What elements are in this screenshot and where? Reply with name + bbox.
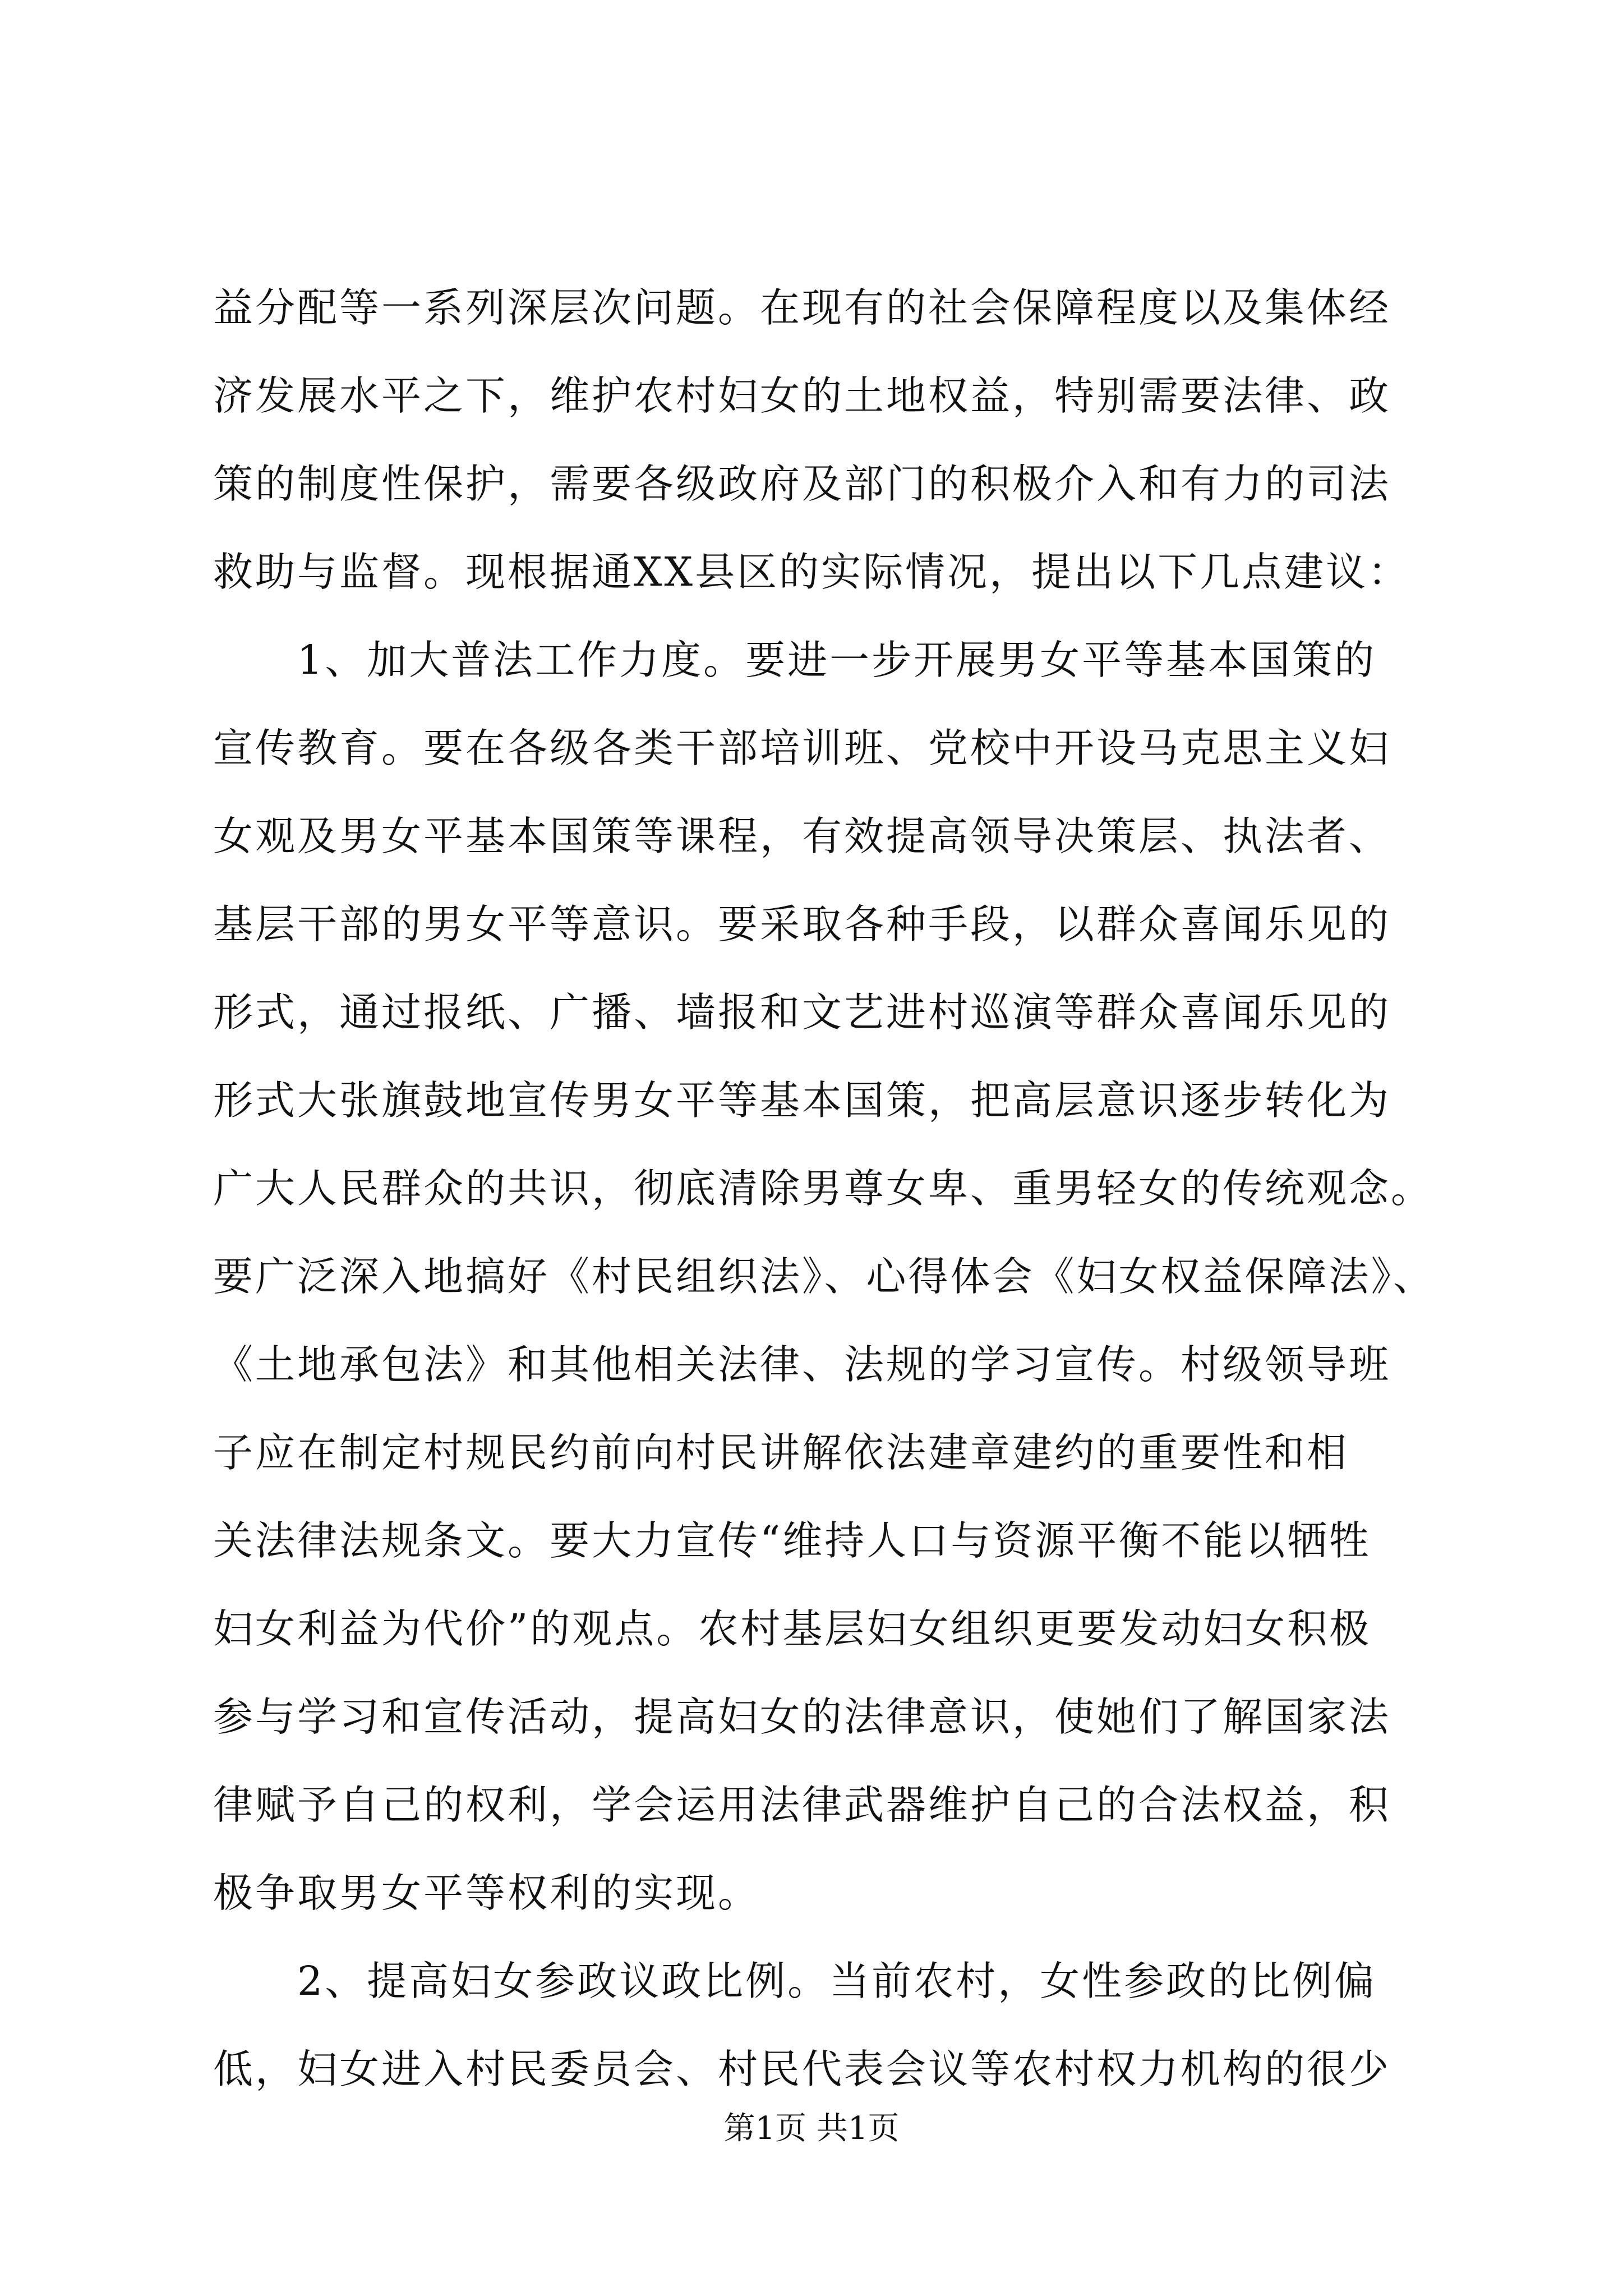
text-line: 妇女利益为代价”的观点。农村基层妇女组织更要发动妇女积极	[213, 1605, 1372, 1652]
text-line: 基层干部的男女平等意识。要采取各种手段，以群众喜闻乐见的	[213, 901, 1391, 947]
page-footer: 第1页 共1页	[723, 2110, 900, 2147]
text-line: 《土地承包法》和其他相关法律、法规的学习宣传。村级领导班	[213, 1341, 1391, 1388]
text-line: 参与学习和宣传活动，提高妇女的法律意识，使她们了解国家法	[213, 1694, 1391, 1740]
text-line: 2、提高妇女参政议政比例。当前农村，女性参政的比例偏	[213, 1958, 1377, 2004]
text-line: 宣传教育。要在各级各类干部培训班、党校中开设马克思主义妇	[213, 725, 1391, 771]
text-line: 极争取男女平等权利的实现。	[213, 1870, 760, 1916]
text-line: 策的制度性保护，需要各级政府及部门的积极介入和有力的司法	[213, 461, 1391, 507]
text-line: 低，妇女进入村民委员会、村民代表会议等农村权力机构的很少	[213, 2046, 1391, 2092]
text-line: 救助与监督。现根据通XX县区的实际情况，提出以下几点建议：	[213, 549, 1410, 595]
text-line: 形式，通过报纸、广播、墙报和文艺进村巡演等群众喜闻乐见的	[213, 989, 1391, 1036]
text-line: 1、加大普法工作力度。要进一步开展男女平等基本国策的	[213, 637, 1377, 683]
text-line: 要广泛深入地搞好《村民组织法》、心得体会《妇女权益保障法》、	[213, 1253, 1436, 1300]
document-body	[213, 264, 1436, 2113]
text-line: 律赋予自己的权利，学会运用法律武器维护自己的合法权益，积	[213, 1782, 1391, 1828]
text-line: 子应在制定村规民约前向村民讲解依法建章建约的重要性和相	[213, 1429, 1349, 1476]
text-line: 济发展水平之下，维护农村妇女的土地权益，特别需要法律、政	[213, 372, 1391, 419]
text-line: 益分配等一系列深层次问题。在现有的社会保障程度以及集体经	[213, 284, 1391, 331]
text-line: 女观及男女平基本国策等课程，有效提高领导决策层、执法者、	[213, 813, 1391, 859]
text-line: 关法律法规条文。要大力宣传“维持人口与资源平衡不能以牺牲	[213, 1517, 1372, 1564]
text-line: 形式大张旗鼓地宣传男女平等基本国策，把高层意识逐步转化为	[213, 1077, 1391, 1124]
text-line: 广大人民群众的共识，彻底清除男尊女卑、重男轻女的传统观念。	[213, 1165, 1433, 1212]
